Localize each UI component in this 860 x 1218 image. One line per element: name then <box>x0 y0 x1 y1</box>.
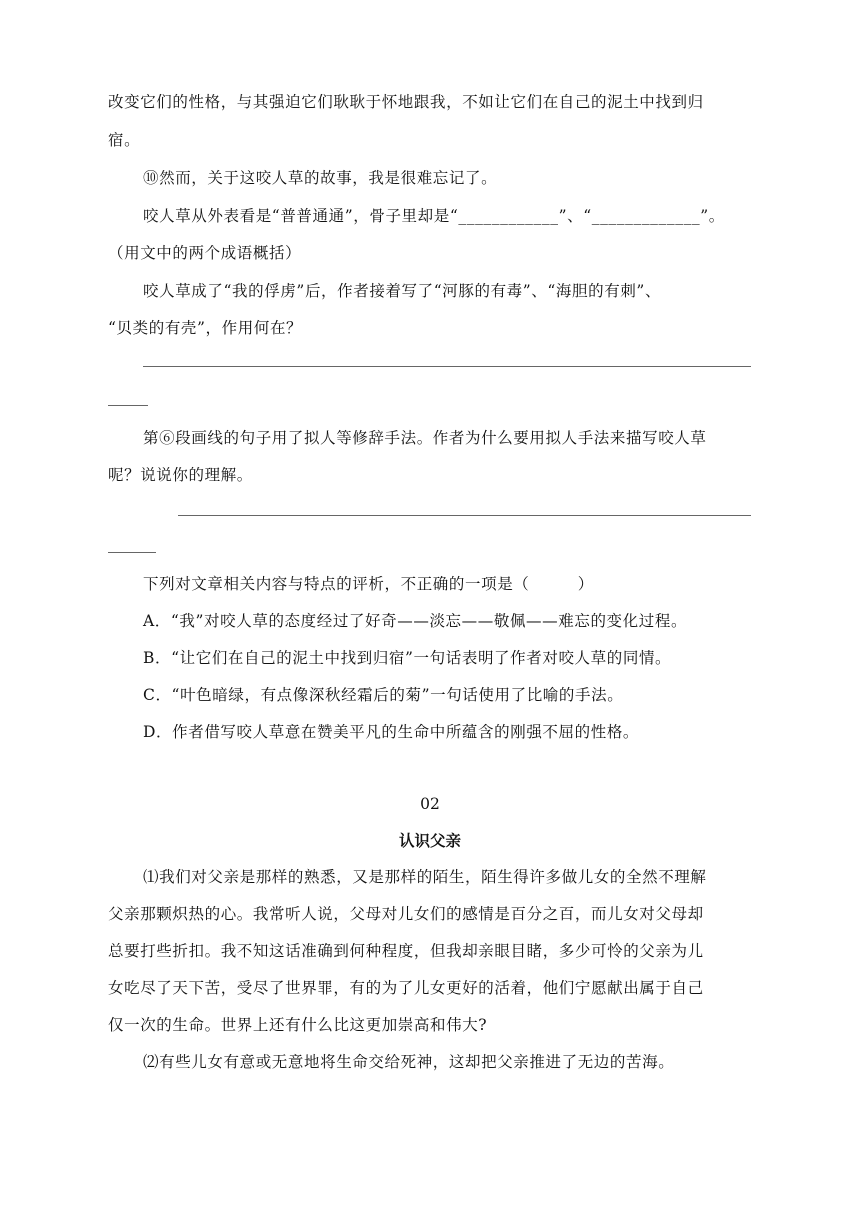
paragraph-2: ⑵有些儿女有意或无意地将生命交给死神，这却把父亲推进了无边的苦海。 <box>143 1053 675 1071</box>
option-d: D．作者借写咬人草意在赞美平凡的生命中所蕴含的刚强不屈的性格。 <box>143 723 640 741</box>
answer-line[interactable] <box>143 366 751 367</box>
question-3-line: 第⑥段画线的句子用了拟人等修辞手法。作者为什么要用拟人手法来描写咬人草 <box>143 429 707 447</box>
question-2-line: “贝类的有壳”，作用何在？ <box>108 319 303 337</box>
answer-line-end <box>108 552 156 553</box>
paragraph-10: ⑩然而，关于这咬人草的故事，我是很难忘记了。 <box>143 169 498 187</box>
paragraph-line: 改变它们的性格，与其强迫它们耿耿于怀地跟我，不如让它们在自己的泥土中找到归 <box>108 93 704 111</box>
section-number: 02 <box>420 795 440 813</box>
answer-line-end <box>108 405 148 406</box>
article-title: 认识父亲 <box>398 832 461 850</box>
answer-line[interactable] <box>178 515 751 516</box>
question-1-hint: （用文中的两个成语概括） <box>108 244 302 262</box>
option-a: A．“我”对咬人草的态度经过了好奇——淡忘——敬佩——难忘的变化过程。 <box>143 612 688 630</box>
paragraph-line: 宿。 <box>108 131 141 149</box>
paragraph-line: 仅一次的生命。世界上还有什么比这更加崇高和伟大? <box>108 1016 488 1034</box>
question-3-line: 呢？说说你的理解。 <box>108 466 253 484</box>
question-1-line: 咬人草从外表看是“普普通通”，骨子里却是“____________”、“_____________”。 <box>143 207 725 225</box>
option-b: B．“让它们在自己的泥土中找到归宿”一句话表明了作者对咬人草的同情。 <box>143 649 672 667</box>
option-c: C．“叶色暗绿，有点像深秋经霜后的菊”一句话使用了比喻的手法。 <box>143 686 624 704</box>
question-4-stem: 下列对文章相关内容与特点的评析，不正确的一项是（ ） <box>143 575 594 593</box>
question-2-line: 咬人草成了“我的俘虏”后，作者接着写了“河豚的有毒”、“海胆的有刺”、 <box>143 282 662 300</box>
paragraph-line: 女吃尽了天下苦，受尽了世界罪，有的为了儿女更好的活着，他们宁愿献出属于自己 <box>108 979 704 997</box>
paragraph-line: 父亲那颗炽热的心。我常听人说，父母对儿女们的感情是百分之百，而儿女对父母却 <box>108 905 704 923</box>
paragraph-line: ⑴我们对父亲是那样的熟悉，又是那样的陌生，陌生得许多做儿女的全然不理解 <box>143 868 707 886</box>
paragraph-line: 总要打些折扣。我不知这话准确到何种程度，但我却亲眼目睹，多少可怜的父亲为儿 <box>108 942 704 960</box>
